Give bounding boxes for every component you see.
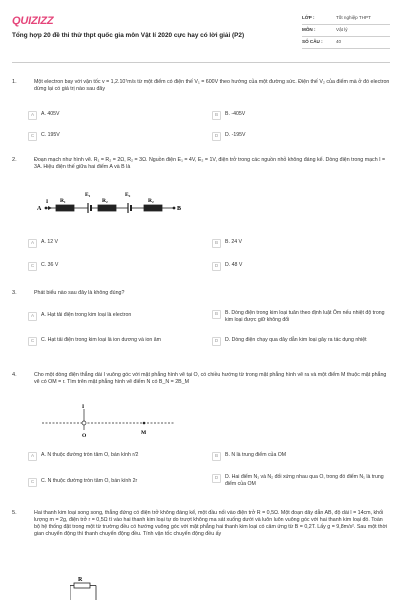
- option-d[interactable]: [212, 337, 388, 347]
- option-text: A. N thuộc đường tròn tâm O, bán kính r/2: [41, 452, 139, 458]
- option-letter-box: A: [28, 452, 37, 461]
- header-divider: [12, 62, 390, 63]
- option-a[interactable]: [28, 239, 58, 249]
- option-letter-box: C: [28, 478, 37, 487]
- option-a[interactable]: [28, 111, 59, 121]
- label-r1: R₁: [60, 198, 66, 204]
- option-text: B. Dòng điện trong kim loại tuân theo định luật Ôm nếu nhiệt độ trong kim loại được giữ không đổi: [225, 310, 385, 323]
- question-1: [12, 79, 390, 93]
- label-i: I: [46, 199, 49, 205]
- option-text: B. 24 V: [225, 239, 243, 245]
- label-r2: R₂: [102, 198, 108, 204]
- option-letter-box: C: [28, 132, 37, 141]
- document-title: Tổng hợp 20 đề thi thử thpt quốc gia môn Vật lí 2020 cực hay có lời giải (P2): [12, 32, 245, 39]
- question-number: 2.: [12, 157, 17, 163]
- label-r3: R₂: [148, 198, 154, 204]
- meta-panel: [302, 13, 390, 49]
- question-text: Phát biểu nào sau đây là không đúng?: [34, 290, 125, 296]
- question-3: [12, 290, 390, 297]
- option-a[interactable]: [28, 312, 198, 322]
- option-b[interactable]: [212, 310, 388, 323]
- label-r: R: [78, 577, 83, 583]
- meta-key: MÔN :: [302, 27, 316, 33]
- quizizz-logo: QUIZIZZ: [12, 15, 54, 27]
- meta-key: SỐ CÂU :: [302, 39, 323, 45]
- meta-value: Tốt nghiệp THPT: [336, 15, 371, 21]
- option-a[interactable]: [28, 452, 204, 462]
- option-c[interactable]: [28, 478, 204, 488]
- option-b[interactable]: [212, 111, 245, 121]
- question-4: [12, 372, 390, 386]
- option-letter-box: C: [28, 337, 37, 346]
- label-m: M: [141, 430, 147, 436]
- label-o: O: [82, 433, 87, 439]
- meta-row-class: [302, 13, 390, 25]
- option-text: C. 195V: [41, 132, 60, 138]
- label-a: A: [37, 206, 42, 212]
- option-letter-box: C: [28, 262, 37, 271]
- meta-row-count: [302, 37, 390, 49]
- meta-value: Vật lý: [336, 27, 348, 33]
- question-number: 3.: [12, 290, 17, 296]
- option-c[interactable]: [28, 262, 58, 272]
- option-text: A. 405V: [41, 111, 60, 117]
- option-c[interactable]: [28, 132, 60, 142]
- option-letter-box: B: [212, 239, 221, 248]
- option-text: A. 12 V: [41, 239, 59, 245]
- option-letter-box: D: [212, 474, 221, 483]
- question-2: [12, 157, 390, 171]
- option-text: B. -405V: [225, 111, 246, 117]
- option-text: C. 36 V: [41, 262, 59, 268]
- option-letter-box: A: [28, 239, 37, 248]
- question-text: Cho một dòng điện thẳng dài I vuông góc với mặt phẳng hình vẽ tại O, có chiều hướng từ trong mặt phẳng hình vẽ ra và một điểm M thuộc mặt phẳng vẽ có OM = r. Tìm trên mặt phẳng hình vẽ điểm N có B_N = 2B_M: [34, 372, 387, 386]
- option-letter-box: B: [212, 452, 221, 461]
- option-letter-box: B: [212, 310, 221, 319]
- option-text: B. N là trung điểm của OM: [225, 452, 287, 458]
- option-d[interactable]: [212, 132, 245, 142]
- label-e2: E₂: [125, 192, 131, 198]
- question-5: [12, 510, 390, 539]
- option-text: D. -195V: [225, 132, 246, 138]
- rails-diagram: [70, 572, 130, 600]
- meta-row-subject: [302, 25, 390, 37]
- question-number: 4.: [12, 372, 17, 378]
- meta-value: 40: [336, 39, 342, 45]
- question-text: Một electron bay với vận tốc v = 1,2.10⁷m/s từ một điểm có điện thế V₁ = 600V theo hướng của một đường sức. Điện thế V₂ của điểm mà ở đó electron dừng lại có giá trị nào sau đây: [34, 79, 390, 93]
- option-text: C. N thuộc đường tròn tâm O, bán kính 2r: [41, 478, 138, 484]
- option-text: C. Hạt tải điện trong kim loại là ion dương và ion âm: [41, 337, 161, 343]
- field-diagram: [34, 400, 184, 440]
- option-b[interactable]: [212, 452, 388, 462]
- meta-key: LỚP :: [302, 15, 315, 21]
- option-text: D. Hai điểm N₁ và N₂ đối xứng nhau qua O, trong đó điểm N₁ là trung điểm của OM: [225, 474, 384, 487]
- option-d[interactable]: [212, 474, 388, 487]
- question-text: Đoạn mạch như hình vẽ. R₁ = R₂ = 2Ω, R₂ = 3Ω. Nguồn điện E₁ = 4V, E₂ = 1V, điện trở trong các nguồn nhỏ không đáng kể. Dòng điện trong mạch I = 3A. Hiệu điện thế giữa hai điểm A và B là: [34, 157, 386, 171]
- label-e1: E₁: [85, 192, 91, 198]
- question-text: Hai thanh kim loại song song, thẳng đứng có điện trở không đáng kể, một đầu nối vào điện trở R = 0,5Ω. Một đoạn dây dẫn AB, độ dài l = 14cm, khối lượng m = 2g, điện trở r = 0,5Ω tì vào hai thanh kim loại tự do trượt không ma sát xuống dưới và luôn luôn vuông góc với hai thanh kim loại đó. Toàn bộ hệ thống đặt trong một từ trường đều có hướng vuông góc với mặt phẳng hai thanh kim loại có cảm ứng từ B = 0,2T. Lấy g = 9,8m/s². Sau một thời gian chuyển động thì thanh chuyển động đều. Tính vận tốc chuyển động đều ấy: [34, 510, 388, 538]
- option-d[interactable]: [212, 262, 242, 272]
- option-b[interactable]: [212, 239, 242, 249]
- option-letter-box: D: [212, 262, 221, 271]
- circuit-diagram: [34, 186, 194, 220]
- question-number: 1.: [12, 79, 17, 85]
- option-letter-box: B: [212, 111, 221, 120]
- option-letter-box: A: [28, 312, 37, 321]
- option-text: D. 48 V: [225, 262, 243, 268]
- option-letter-box: D: [212, 132, 221, 141]
- question-number: 5.: [12, 510, 17, 516]
- option-c[interactable]: [28, 337, 204, 347]
- label-i: I: [82, 404, 85, 410]
- option-text: D. Dòng điện chạy qua dây dẫn kim loại gây ra tác dụng nhiệt: [225, 337, 367, 343]
- label-b: B: [177, 206, 182, 212]
- option-letter-box: D: [212, 337, 221, 346]
- option-text: A. Hạt tải điện trong kim loại là electron: [41, 312, 132, 318]
- option-letter-box: A: [28, 111, 37, 120]
